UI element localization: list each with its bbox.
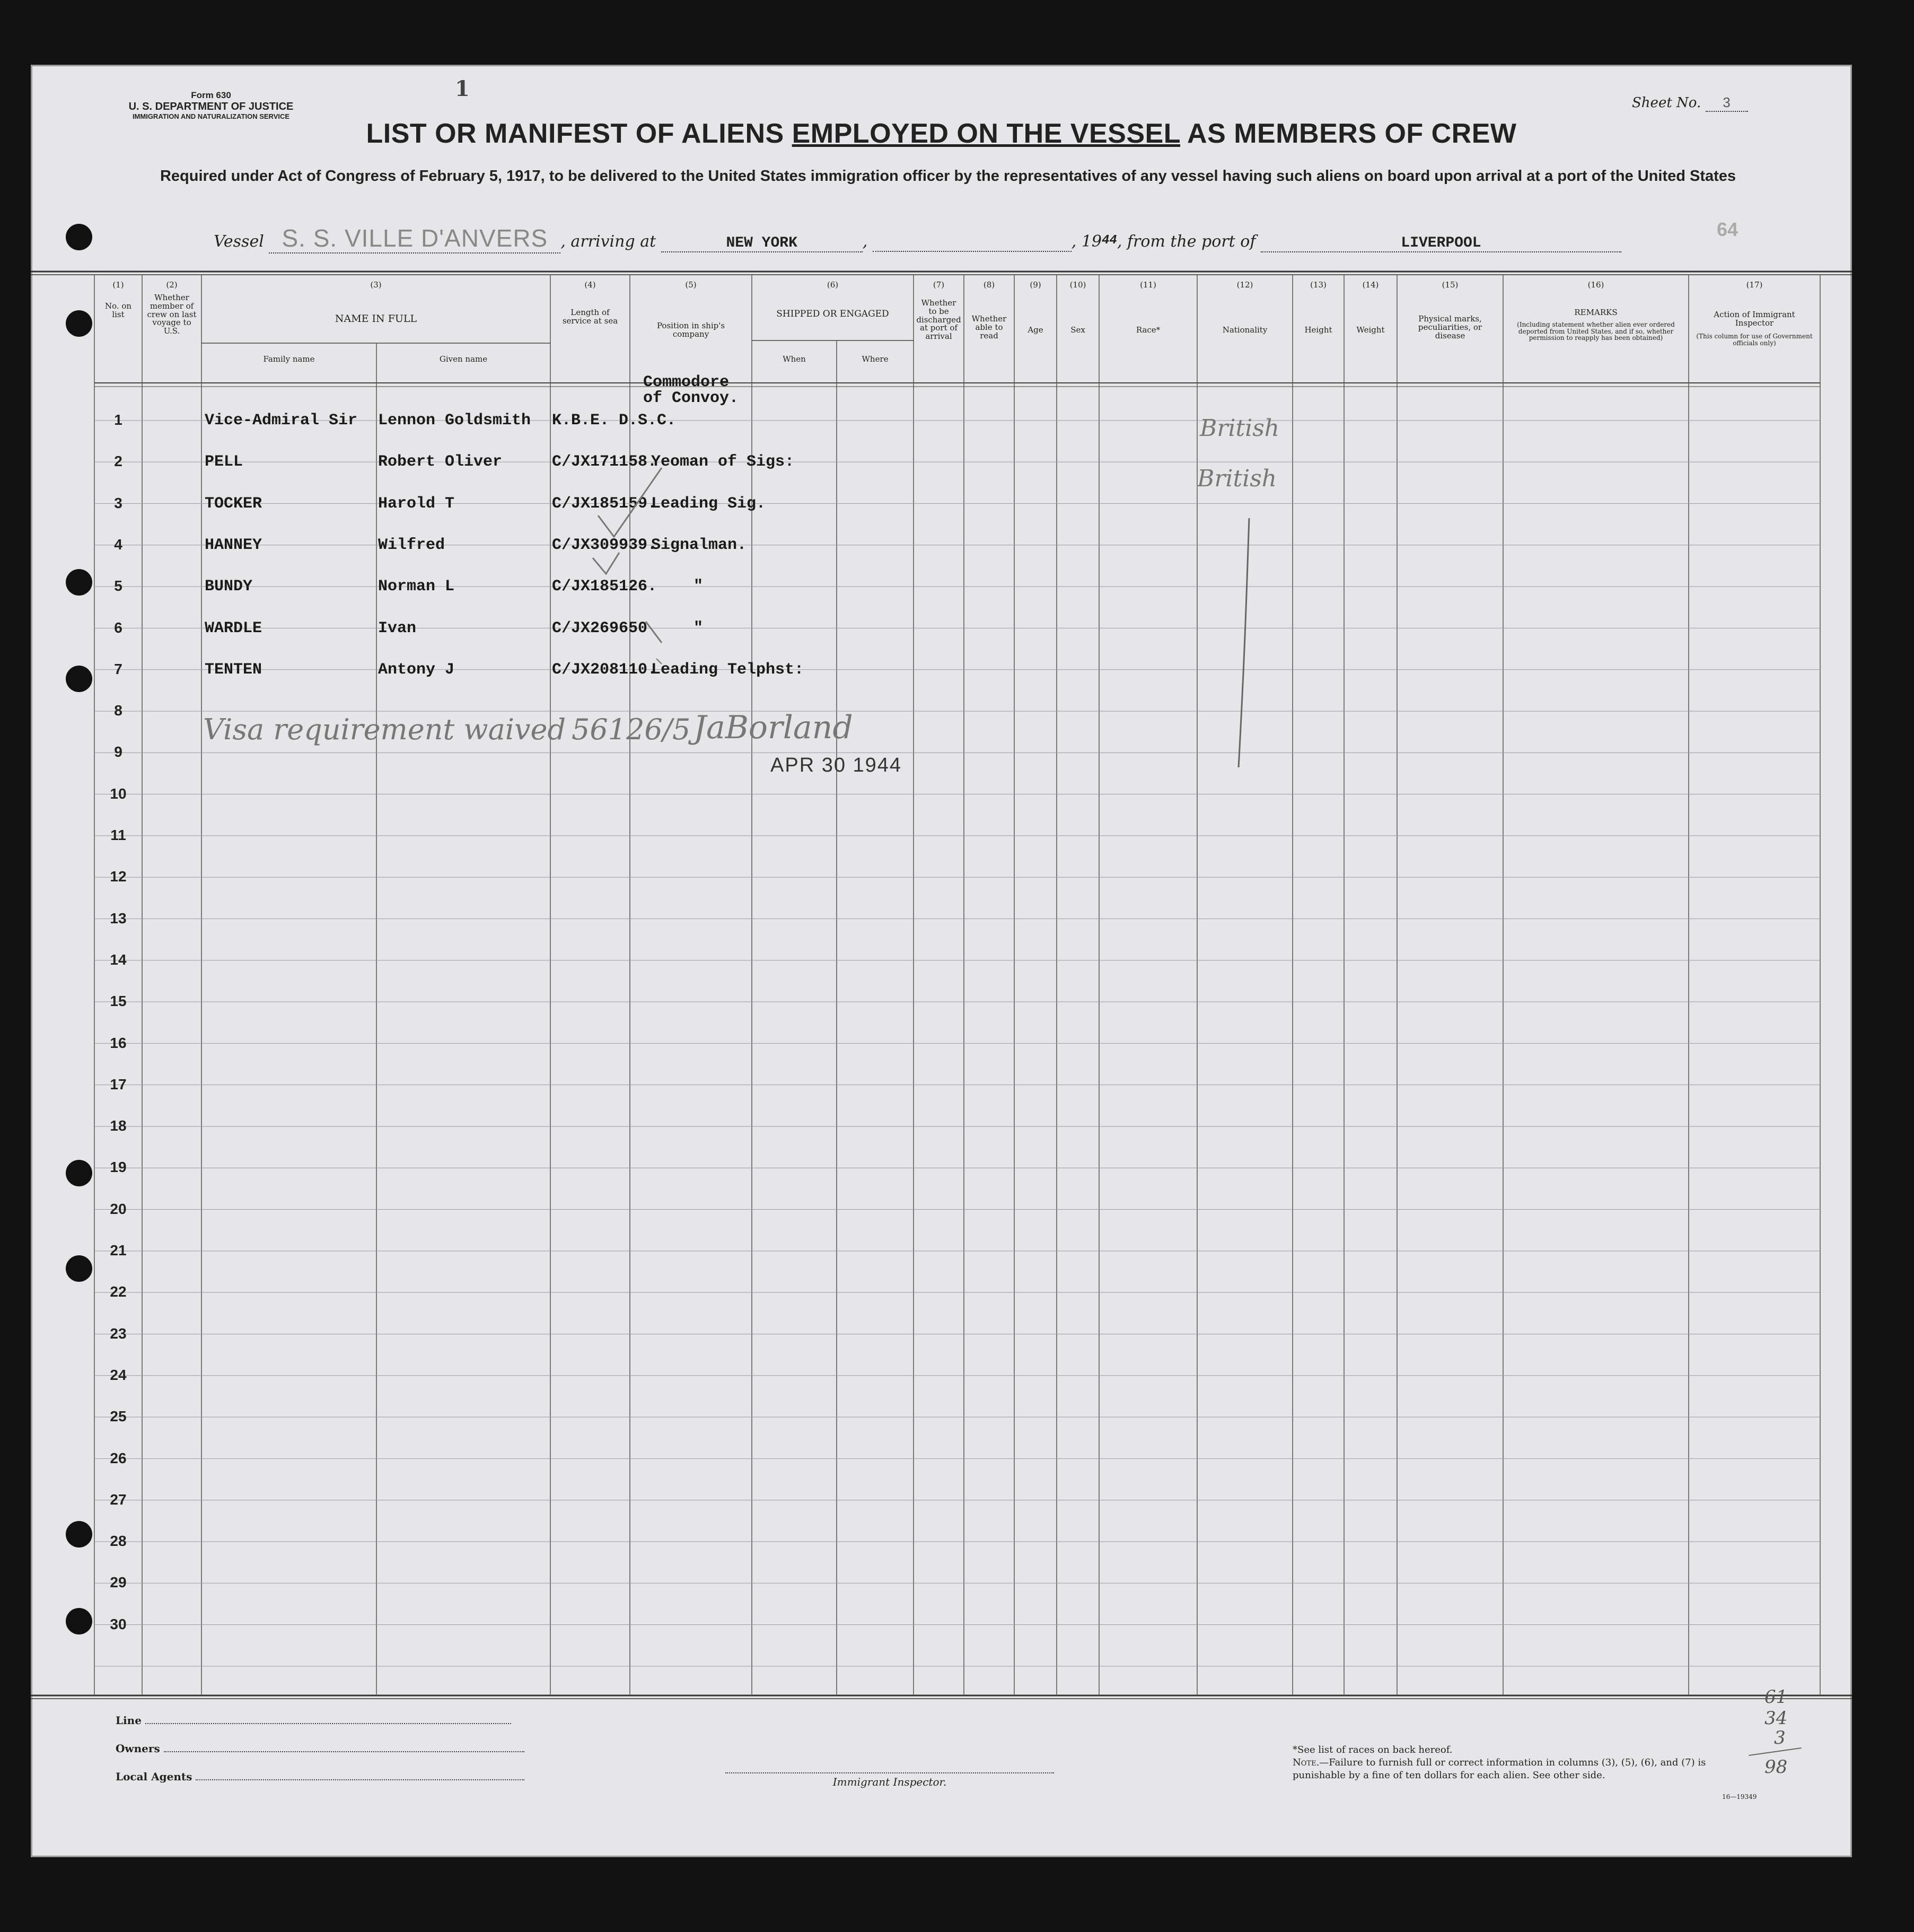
col-9-number: (9) (1030, 280, 1041, 290)
col-11-number: (11) (1140, 280, 1156, 290)
row-number: 16 (110, 1034, 127, 1051)
col-10-header: Sex (1070, 325, 1085, 335)
row-number: 14 (110, 951, 127, 968)
col-2-number: (2) (166, 280, 178, 290)
row-number: 26 (110, 1449, 127, 1466)
col-4-header: Length of service at sea (562, 308, 618, 326)
row-number: 5 (114, 578, 122, 595)
agents-blank (196, 1779, 524, 1780)
footer-agents (116, 1770, 524, 1783)
col-6-where-header: Where (862, 354, 889, 364)
row-number: 17 (110, 1076, 127, 1092)
penalty-note-text: —Failure to furnish full or correct information in columns (3), (5), (6), and (7) is punishable by a fine of ten dollars for each alien. See other side. (1293, 1757, 1706, 1781)
crew-service: C/JX185126. (552, 578, 657, 596)
footer-agents-label: Local Agents (116, 1770, 192, 1783)
crew-service: C/JX269650 (552, 619, 648, 637)
row-number: 25 (110, 1408, 127, 1425)
crew-given-name: Robert Oliver (378, 453, 503, 471)
crew-given-name: Ivan (378, 619, 417, 637)
crew-family-name: TENTEN (205, 660, 262, 679)
col-8-header: Whether able to read (971, 314, 1007, 340)
year-label: , 19 (1071, 232, 1102, 251)
arriving-port: NEW YORK (661, 235, 863, 252)
row-number: 15 (110, 993, 127, 1010)
crew-service: C/JX185159. (552, 494, 657, 513)
crew-position: " (693, 619, 704, 637)
footer-owners-label: Owners (116, 1742, 160, 1755)
row-number: 29 (110, 1574, 127, 1591)
arriving-label: , arriving at (560, 232, 656, 251)
row-number: 13 (110, 910, 127, 926)
ditto-stroke (1234, 515, 1255, 770)
col-1-header: No. on list (104, 301, 132, 319)
title-part-1: LIST OR MANIFEST OF ALIENS (366, 118, 792, 149)
col-3-given-header: Given name (439, 354, 488, 364)
row-number: 22 (110, 1283, 127, 1300)
penalty-note (1293, 1756, 1743, 1782)
from-label: , from the port of (1117, 232, 1256, 251)
row-number: 9 (114, 744, 122, 760)
owners-blank (164, 1751, 524, 1752)
crew-given-name: Lennon Goldsmith (378, 412, 531, 430)
inspector-signature-line: Immigrant Inspector. (725, 1772, 1054, 1788)
title-part-2: EMPLOYED ON THE VESSEL (792, 118, 1181, 149)
row-number: 3 (114, 494, 122, 511)
crew-family-name: TOCKER (205, 494, 262, 513)
crew-given-name: Wilfred (378, 536, 445, 554)
row-number: 23 (110, 1325, 127, 1342)
nationality-handwritten-1: British (1200, 415, 1280, 442)
col-10-number: (10) (1069, 280, 1086, 290)
col-12-header: Nationality (1222, 325, 1268, 335)
col-16-number: (16) (1587, 280, 1604, 290)
manifest-sheet (31, 65, 1852, 1857)
crew-family-name: HANNEY (205, 536, 262, 554)
inspector-signature: JaBorland (693, 709, 853, 746)
col-6-when-header: When (783, 354, 806, 364)
crew-position: Leading Sig. (651, 494, 766, 513)
row-number: 27 (110, 1491, 127, 1508)
from-port: LIVERPOOL (1261, 235, 1621, 252)
margin-mark: 1 (455, 76, 470, 101)
col-2-header: Whether member of crew on last voyage to U.S. (147, 293, 197, 336)
row-number: 4 (114, 536, 122, 553)
crew-family-name: BUNDY (205, 578, 253, 596)
sheet-number-value: 3 (1706, 94, 1748, 112)
nationality-handwritten-2: British (1197, 465, 1277, 492)
check-marks (582, 404, 678, 733)
row-number: 18 (110, 1117, 127, 1134)
crew-service: C/JX208110. (552, 660, 657, 679)
line-blank (145, 1723, 511, 1724)
footer-line (116, 1714, 511, 1727)
row-number: 1 (114, 412, 122, 428)
row-number: 12 (110, 868, 127, 885)
col-17-number: (17) (1746, 280, 1763, 290)
crew-position: Leading Telphst: (651, 660, 804, 679)
print-code: 16—19349 (1722, 1793, 1757, 1800)
col-3-number: (3) (370, 280, 382, 290)
row-number: 7 (114, 660, 122, 677)
col-6-number: (6) (827, 280, 839, 290)
crew-service: K.B.E. D.S.C. (552, 412, 677, 430)
col-13-number: (13) (1310, 280, 1327, 290)
col-6-header: SHIPPED OR ENGAGED (776, 309, 889, 319)
col-7-header: Whether to be discharged at port of arrival (916, 298, 961, 341)
col-13-header: Height (1304, 325, 1332, 335)
crew-position: Yeoman of Sigs: (651, 453, 795, 471)
col-3-header: NAME IN FULL (335, 313, 417, 325)
row-number: 28 (110, 1533, 127, 1550)
col-14-number: (14) (1362, 280, 1379, 290)
col-16-subheader: (Including statement whether alien ever ordered deported from United States, and if so, whether permission to reapply has been obtained) (1517, 321, 1675, 342)
row-number: 2 (114, 453, 122, 470)
col-3-family-header: Family name (263, 354, 315, 364)
col-11-header: Race* (1136, 325, 1161, 335)
form-number: Form 630 (191, 90, 231, 100)
col-17-header: Action of Immigrant Inspector (1714, 310, 1795, 328)
crew-service: C/JX309939. (552, 536, 657, 554)
row-number: 6 (114, 619, 122, 636)
tally-2: 34 (1764, 1708, 1788, 1729)
date-stamp: APR 30 1944 (770, 754, 902, 776)
vessel-name: S. S. VILLE D'ANVERS (269, 224, 560, 253)
col-15-number: (15) (1442, 280, 1459, 290)
crew-family-name: Vice-Admiral Sir (205, 412, 358, 430)
col-5-header: Position in ship's company (656, 321, 725, 339)
crew-position: Commodore of Convoy. (643, 373, 739, 407)
crew-given-name: Antony J (378, 660, 455, 679)
row-number: 30 (110, 1615, 127, 1632)
crew-position: Signalman. (651, 536, 747, 554)
crew-given-name: Harold T (378, 494, 455, 513)
row-number: 10 (110, 785, 127, 802)
row-number: 20 (110, 1200, 127, 1217)
row-number: 21 (110, 1242, 127, 1258)
crew-given-name: Norman L (378, 578, 455, 596)
service-name: IMMIGRATION AND NATURALIZATION SERVICE (132, 112, 290, 120)
col-7-number: (7) (933, 280, 945, 290)
department-name: U. S. DEPARTMENT OF JUSTICE (128, 100, 294, 112)
crew-family-name: PELL (205, 453, 243, 471)
file-number: 56126/5 (572, 713, 691, 746)
row-number: 11 (110, 827, 126, 843)
crew-position: " (693, 578, 704, 596)
row-number: 24 (110, 1366, 127, 1383)
col-17-subheader: (This column for use of Government officials only) (1696, 333, 1813, 347)
title-part-3: AS MEMBERS OF CREW (1180, 118, 1517, 149)
footer-line-label: Line (116, 1714, 142, 1727)
row-number: 19 (110, 1159, 127, 1176)
sheet-number-label: Sheet No. (1632, 95, 1701, 111)
col-15-header: Physical marks, peculiarities, or disease (1418, 314, 1482, 340)
tally-total: 98 (1764, 1756, 1788, 1778)
tally-1: 61 (1764, 1686, 1788, 1708)
col-1-number: (1) (112, 280, 124, 290)
col-8-number: (8) (983, 280, 995, 290)
penalty-note-label: Note. (1293, 1757, 1320, 1768)
vessel-line: Vessel S. S. VILLE D'ANVERS , arriving at NEW YORK , , $19^{44}$, from the port of LIVERPOOL (214, 224, 1621, 253)
visa-waived-note: Visa requirement waived (203, 713, 566, 746)
col-9-header: Age (1028, 325, 1043, 335)
row-number: 8 (114, 702, 122, 719)
vessel-label: Vessel (214, 232, 264, 251)
tally-3: 3 (1774, 1727, 1786, 1749)
col-5-number: (5) (685, 280, 697, 290)
col-4-number: (4) (584, 280, 596, 290)
col-14-header: Weight (1356, 325, 1385, 335)
col-12-number: (12) (1236, 280, 1253, 290)
side-number: 64 (1717, 218, 1739, 240)
year-value: 44 (1102, 233, 1117, 248)
crew-service: C/JX171158. (552, 453, 657, 471)
footer-owners (116, 1742, 524, 1755)
col-16-header: REMARKS (1574, 308, 1618, 317)
crew-family-name: WARDLE (205, 619, 262, 637)
subtitle: Required under Act of Congress of February 5, 1917, to be delivered to the United States immigration officer by the representatives of any vessel having such aliens on board upon arrival at a port of the United States (160, 168, 1736, 185)
races-note: *See list of races on back hereof. (1293, 1744, 1453, 1755)
